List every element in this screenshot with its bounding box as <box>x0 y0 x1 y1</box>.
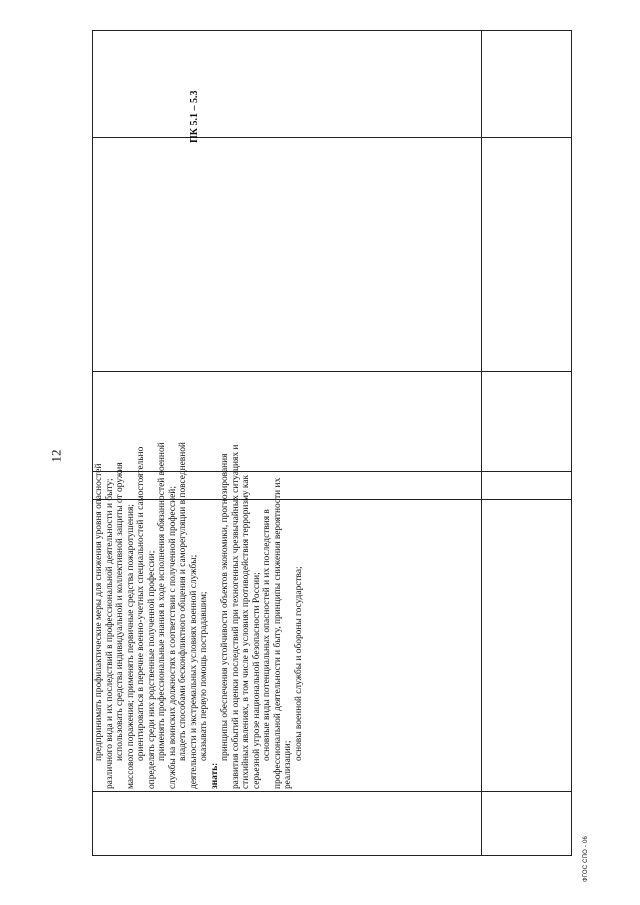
row-divider <box>93 791 571 792</box>
content-p1: предпринимать профилактические меры для снижения уровня опасностей различного вида и их последствий в профессиональной деятельности и быту; <box>94 463 115 789</box>
content-p7: принципы обеспечения устойчивости объектов экономики, прогнозирования развития событий и оценки последствий при техногенных чрезвычайных ситуациях и стихийных явлениях, в том числе в условиях противодействия терроризму как серьезной угрозе национальной безопасности России; <box>220 444 262 789</box>
content-p3: ориентироваться в перечне военно-учетных специальностей и самостоятельно определять среди них родственные полученной профессии; <box>136 446 157 789</box>
competence-table <box>92 30 572 856</box>
row-divider <box>93 371 571 372</box>
content-p8: основные виды потенциальных опасностей и их последствия в профессиональной деятельности и быту, принципы снижения вероятности их реализации; <box>262 477 293 789</box>
row-divider <box>93 137 571 138</box>
page-number: 12 <box>48 449 64 463</box>
content-p5: владеть способами бесконфликтного общения и саморегуляции в повседневной деятельности и экстремальных условиях военной службы; <box>178 442 199 789</box>
content-p4: применять профессиональные знания в ходе исполнения обязанностей военной службы на воинских должностях в соответствии с полученной профессией; <box>157 442 178 789</box>
content-cell <box>93 433 573 791</box>
content-p2: использовать средства индивидуальной и коллективной защиты от оружия массового поражения; применять первичные средства пожаротушения; <box>115 462 136 789</box>
content-p9: основы военной службы и обороны государства; <box>293 566 304 761</box>
know-label: знать: <box>209 762 220 789</box>
content-p6: оказывать первую помощь пострадавшим; <box>199 591 209 761</box>
footer-code: ФГОС СПО - 06 <box>583 835 589 882</box>
competence-code: ПК 5.1 – 5.3 <box>189 90 200 143</box>
